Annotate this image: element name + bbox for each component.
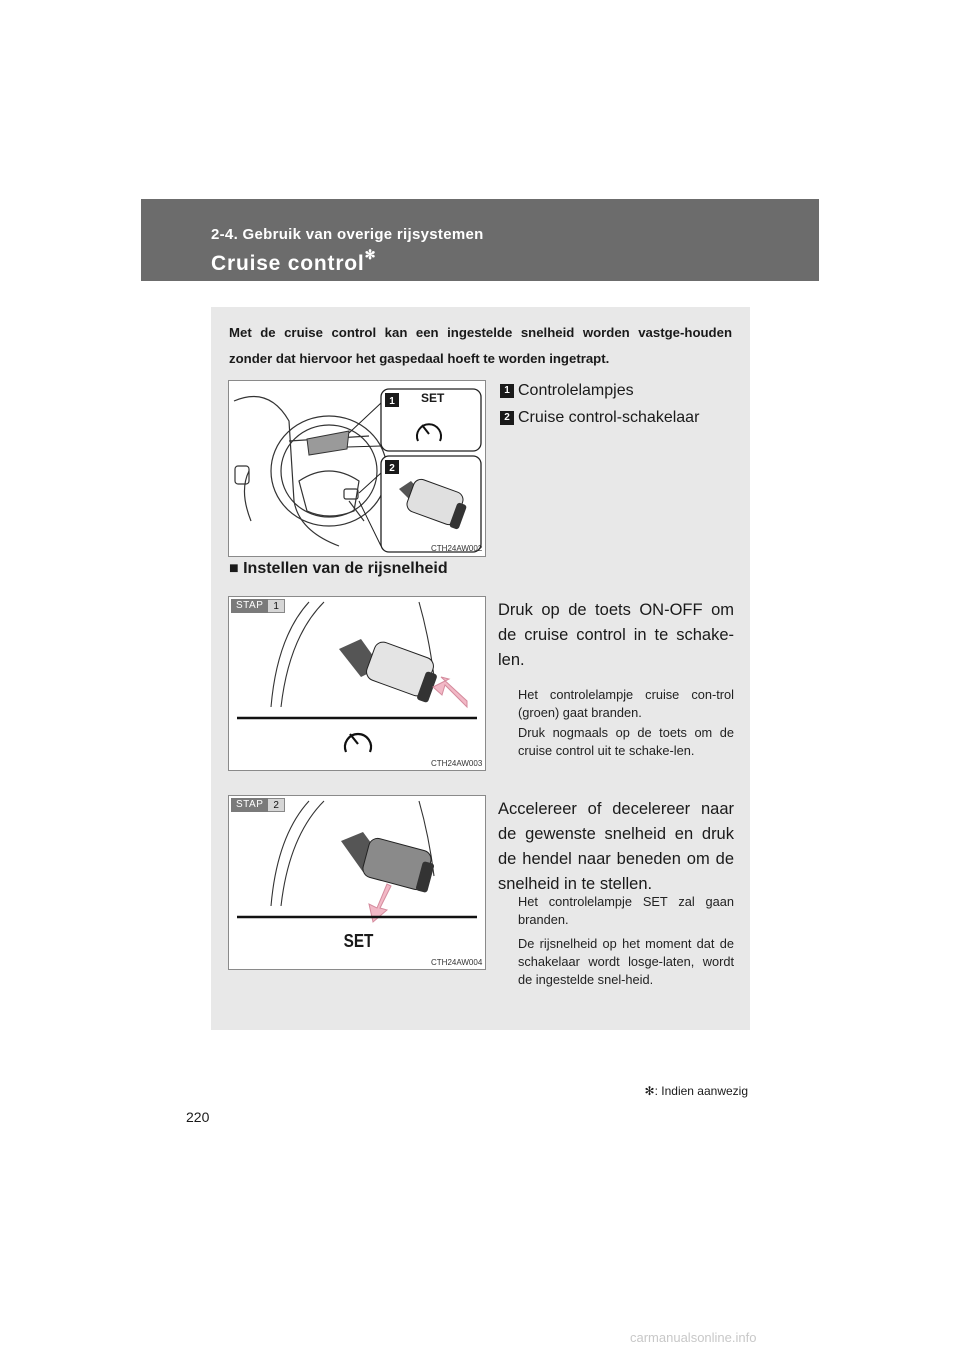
- svg-text:2: 2: [389, 463, 395, 474]
- page-number: 220: [186, 1109, 210, 1125]
- step2-instruction: Accelereer of decelereer naar de gewenste snelheid en druk de hendel naar beneden om de snelheid in te stellen.: [498, 800, 734, 893]
- intro-text: Met de cruise control kan een ingestelde snelheid worden vastge-houden zonder dat hiervoor het gaspedaal hoeft te worden ingetrapt.: [229, 325, 732, 366]
- step1-note: Het controlelampje cruise con-trol (groen) gaat branden.: [518, 687, 734, 720]
- page-title: [211, 247, 377, 276]
- step-number: 1: [268, 599, 285, 613]
- step-badge: [231, 798, 285, 812]
- legend-item: [500, 409, 699, 427]
- watermark: carmanualsonline.info: [630, 1330, 757, 1345]
- page-title-text: Cruise control: [211, 252, 365, 275]
- legend-number: 2: [500, 411, 514, 425]
- figure-code: CTH24AW003: [431, 759, 483, 768]
- legend-number: 1: [500, 384, 514, 398]
- legend-label: Controlelampjes: [518, 382, 634, 399]
- step-label: STAP: [231, 599, 268, 613]
- dashboard-illustration: [229, 381, 485, 556]
- step1-instruction: Druk op de toets ON-OFF om de cruise control in te schake-len.: [498, 601, 734, 669]
- figure-code: CTH24AW002: [431, 544, 483, 553]
- step1-note: Druk nogmaals op de toets om de cruise control uit te schake-len.: [518, 725, 734, 758]
- subheading: ■ Instellen van de rijsnelheid: [229, 560, 448, 577]
- step1-figure: [228, 596, 486, 771]
- step2-figure: [228, 795, 486, 970]
- section-label: 2-4. Gebruik van overige rijsystemen: [211, 226, 484, 243]
- set-indicator-label: SET: [343, 931, 374, 951]
- lever-press-illustration: [229, 597, 485, 770]
- step-badge: [231, 599, 285, 613]
- step-label: STAP: [231, 798, 268, 812]
- optional-mark: ✻: [364, 247, 377, 262]
- step2-note: De rijsnelheid op het moment dat de schakelaar wordt losge-laten, wordt de ingestelde snel-heid.: [518, 936, 734, 987]
- figure-code: CTH24AW004: [431, 958, 483, 967]
- legend-label: Cruise control-schakelaar: [518, 409, 700, 426]
- svg-text:1: 1: [389, 396, 395, 407]
- step-number: 2: [268, 798, 285, 812]
- set-callout-label: SET: [421, 391, 445, 405]
- legend-item: [500, 382, 634, 400]
- step2-note: Het controlelampje SET zal gaan branden.: [518, 894, 734, 927]
- footnote: ✻: Indien aanwezig: [644, 1084, 748, 1098]
- speedometer-icon: [345, 734, 371, 752]
- overview-figure: [228, 380, 486, 557]
